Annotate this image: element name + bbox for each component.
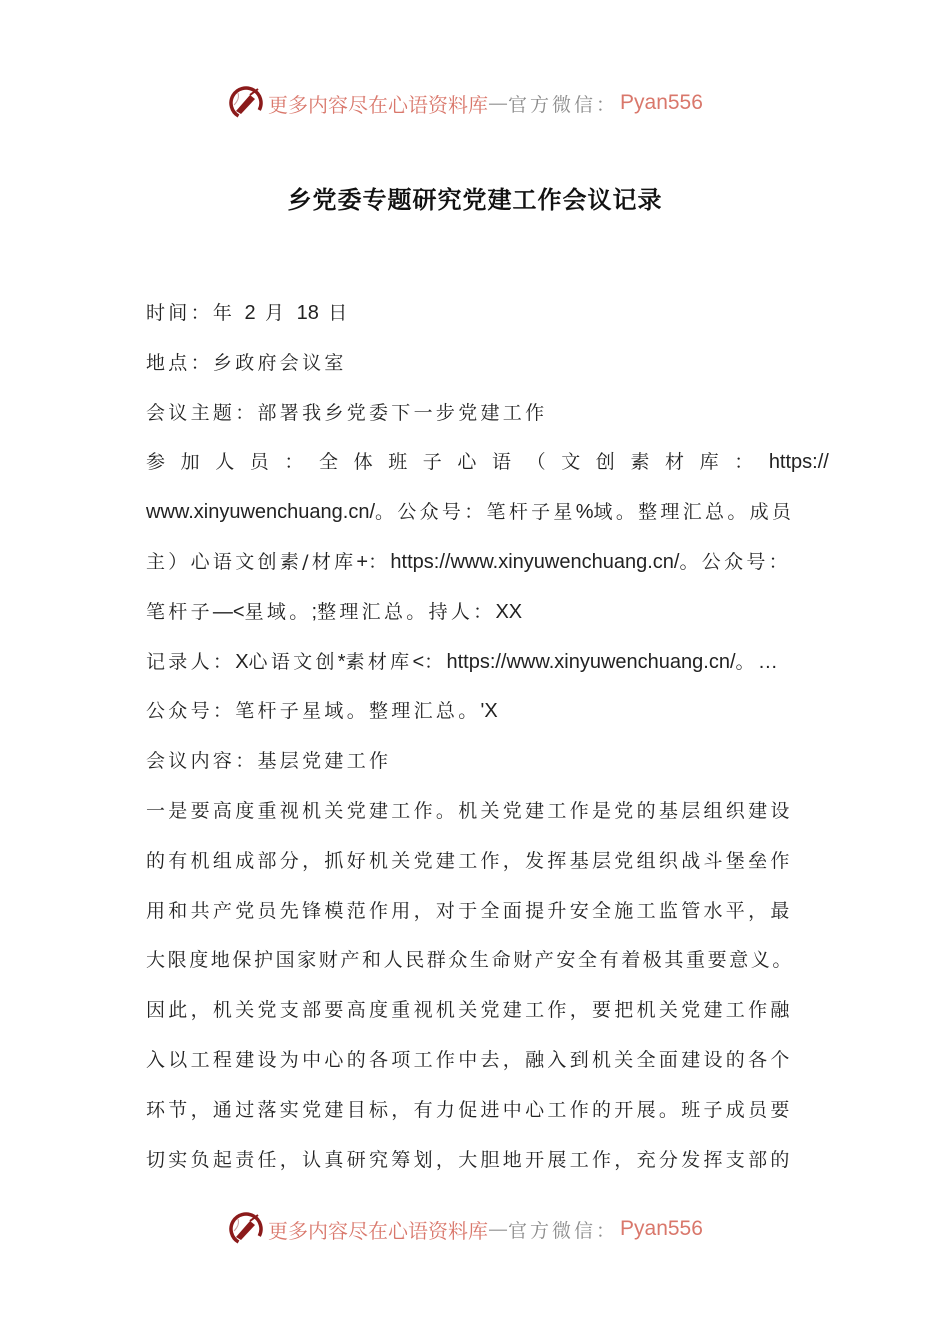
link-text: https:// [768,451,829,474]
banner-dash: — [488,1217,508,1241]
text: ： [424,650,447,673]
paragraph-line [146,943,826,993]
text: 切实负起责任，认真研究筹划，大胆地开展工作，充分发挥支部的 [146,1148,793,1171]
text: 记录人： [146,650,236,673]
text: + [356,550,369,573]
text: XX [495,600,523,623]
line-recorder [146,645,826,695]
line-content-heading [146,744,826,794]
paragraph-line [146,844,826,894]
line-location [146,346,826,396]
line-recorder-cont [146,694,826,744]
footer-watermark-banner [228,1209,703,1249]
paragraph-line [146,1043,826,1093]
link-text: https://www.xinyuwenchuang.cn/ [446,650,736,673]
text: / [302,550,312,573]
text: 的有机组成部分，抓好机关党建工作，发挥基层党组织战斗堡垒作 [146,849,793,872]
text: % [575,501,594,524]
text: 公众号：笔杆子星域。整理汇总。 [146,700,481,723]
text: ; [311,600,318,623]
text: 会议内容：基层党建工作 [146,750,392,773]
text: 一是要高度重视机关党建工作。机关党建工作是党的基层组织建设 [146,799,793,822]
paragraph-line [146,1143,826,1193]
text: 时间：年 [146,302,245,324]
banner-main-text: 更多内容尽在心语资料库 [268,92,488,117]
text: 素材库 [345,650,413,673]
text: 主）心语文创素 [146,550,303,573]
text: 心语文创 [248,650,338,673]
text: * [337,650,346,673]
banner-main-text: 更多内容尽在心语资料库 [268,1218,488,1243]
text: … [757,650,778,673]
paragraph-line [146,993,826,1043]
text: 星域。 [244,600,312,623]
line-attendees-cont-1 [146,495,826,545]
text: 域。整理汇总。成员 [593,501,795,524]
text: 会议主题：部署我乡党委下一步党建工作 [146,401,548,424]
text: X [235,650,249,673]
text: 环节，通过落实党建目标，有力促进中心工作的开展。班子成员要 [146,1098,793,1121]
text: 参加人员：全体班子心语（文创素材库： [146,451,769,474]
text: < [412,650,425,673]
text: 用和共产党员先锋模范作用，对于全面提升安全施工监管水平，最 [146,899,793,922]
text: 整理汇总。持人： [317,600,496,623]
text: 入以工程建设为中心的各项工作中去，融入到机关全面建设的各个 [146,1048,793,1071]
line-host [146,595,826,645]
text: —< [212,600,245,623]
link-text: https://www.xinyuwenchuang.cn/ [390,550,680,573]
text: 月 [255,302,297,324]
text: 因此，机关党支部要高度重视机关党建工作，要把机关党建工作融 [146,999,793,1022]
text: 。 [735,650,758,673]
text: 日 [318,302,351,324]
quill-pen-logo-icon [228,1211,264,1247]
text: 2 [244,302,256,324]
link-text: www.xinyuwenchuang.cn/ [146,501,376,524]
document-body [146,296,829,1192]
banner-wechat-label: 官方微信： [508,1219,619,1242]
text: 地点：乡政府会议室 [146,351,347,374]
line-time [146,296,826,346]
paragraph-line [146,1093,826,1143]
text: 'X [480,700,498,723]
line-attendees [146,445,829,495]
text: 18 [296,302,319,324]
text: ： [368,550,391,573]
banner-wechat-id: Pyan556 [620,1217,703,1240]
text: 。公众号： [679,550,791,573]
banner-wechat-id: Pyan556 [620,91,703,114]
quill-pen-logo-icon [228,85,264,121]
line-attendees-cont-2 [146,545,826,595]
banner-dash: — [488,91,508,115]
banner-wechat-label: 官方微信： [508,93,619,116]
header-watermark-banner [228,83,703,123]
paragraph-line [146,794,826,844]
text: 。公众号：笔杆子星 [375,501,576,524]
document-title: 乡党委专题研究党建工作会议记录 [287,186,663,214]
paragraph-line [146,894,826,944]
text: 笔杆子 [146,600,213,623]
text: 材库 [311,550,357,573]
text: 大限度地保护国家财产和人民群众生命财产安全有着极其重要意义。 [146,949,795,972]
line-topic [146,396,826,446]
